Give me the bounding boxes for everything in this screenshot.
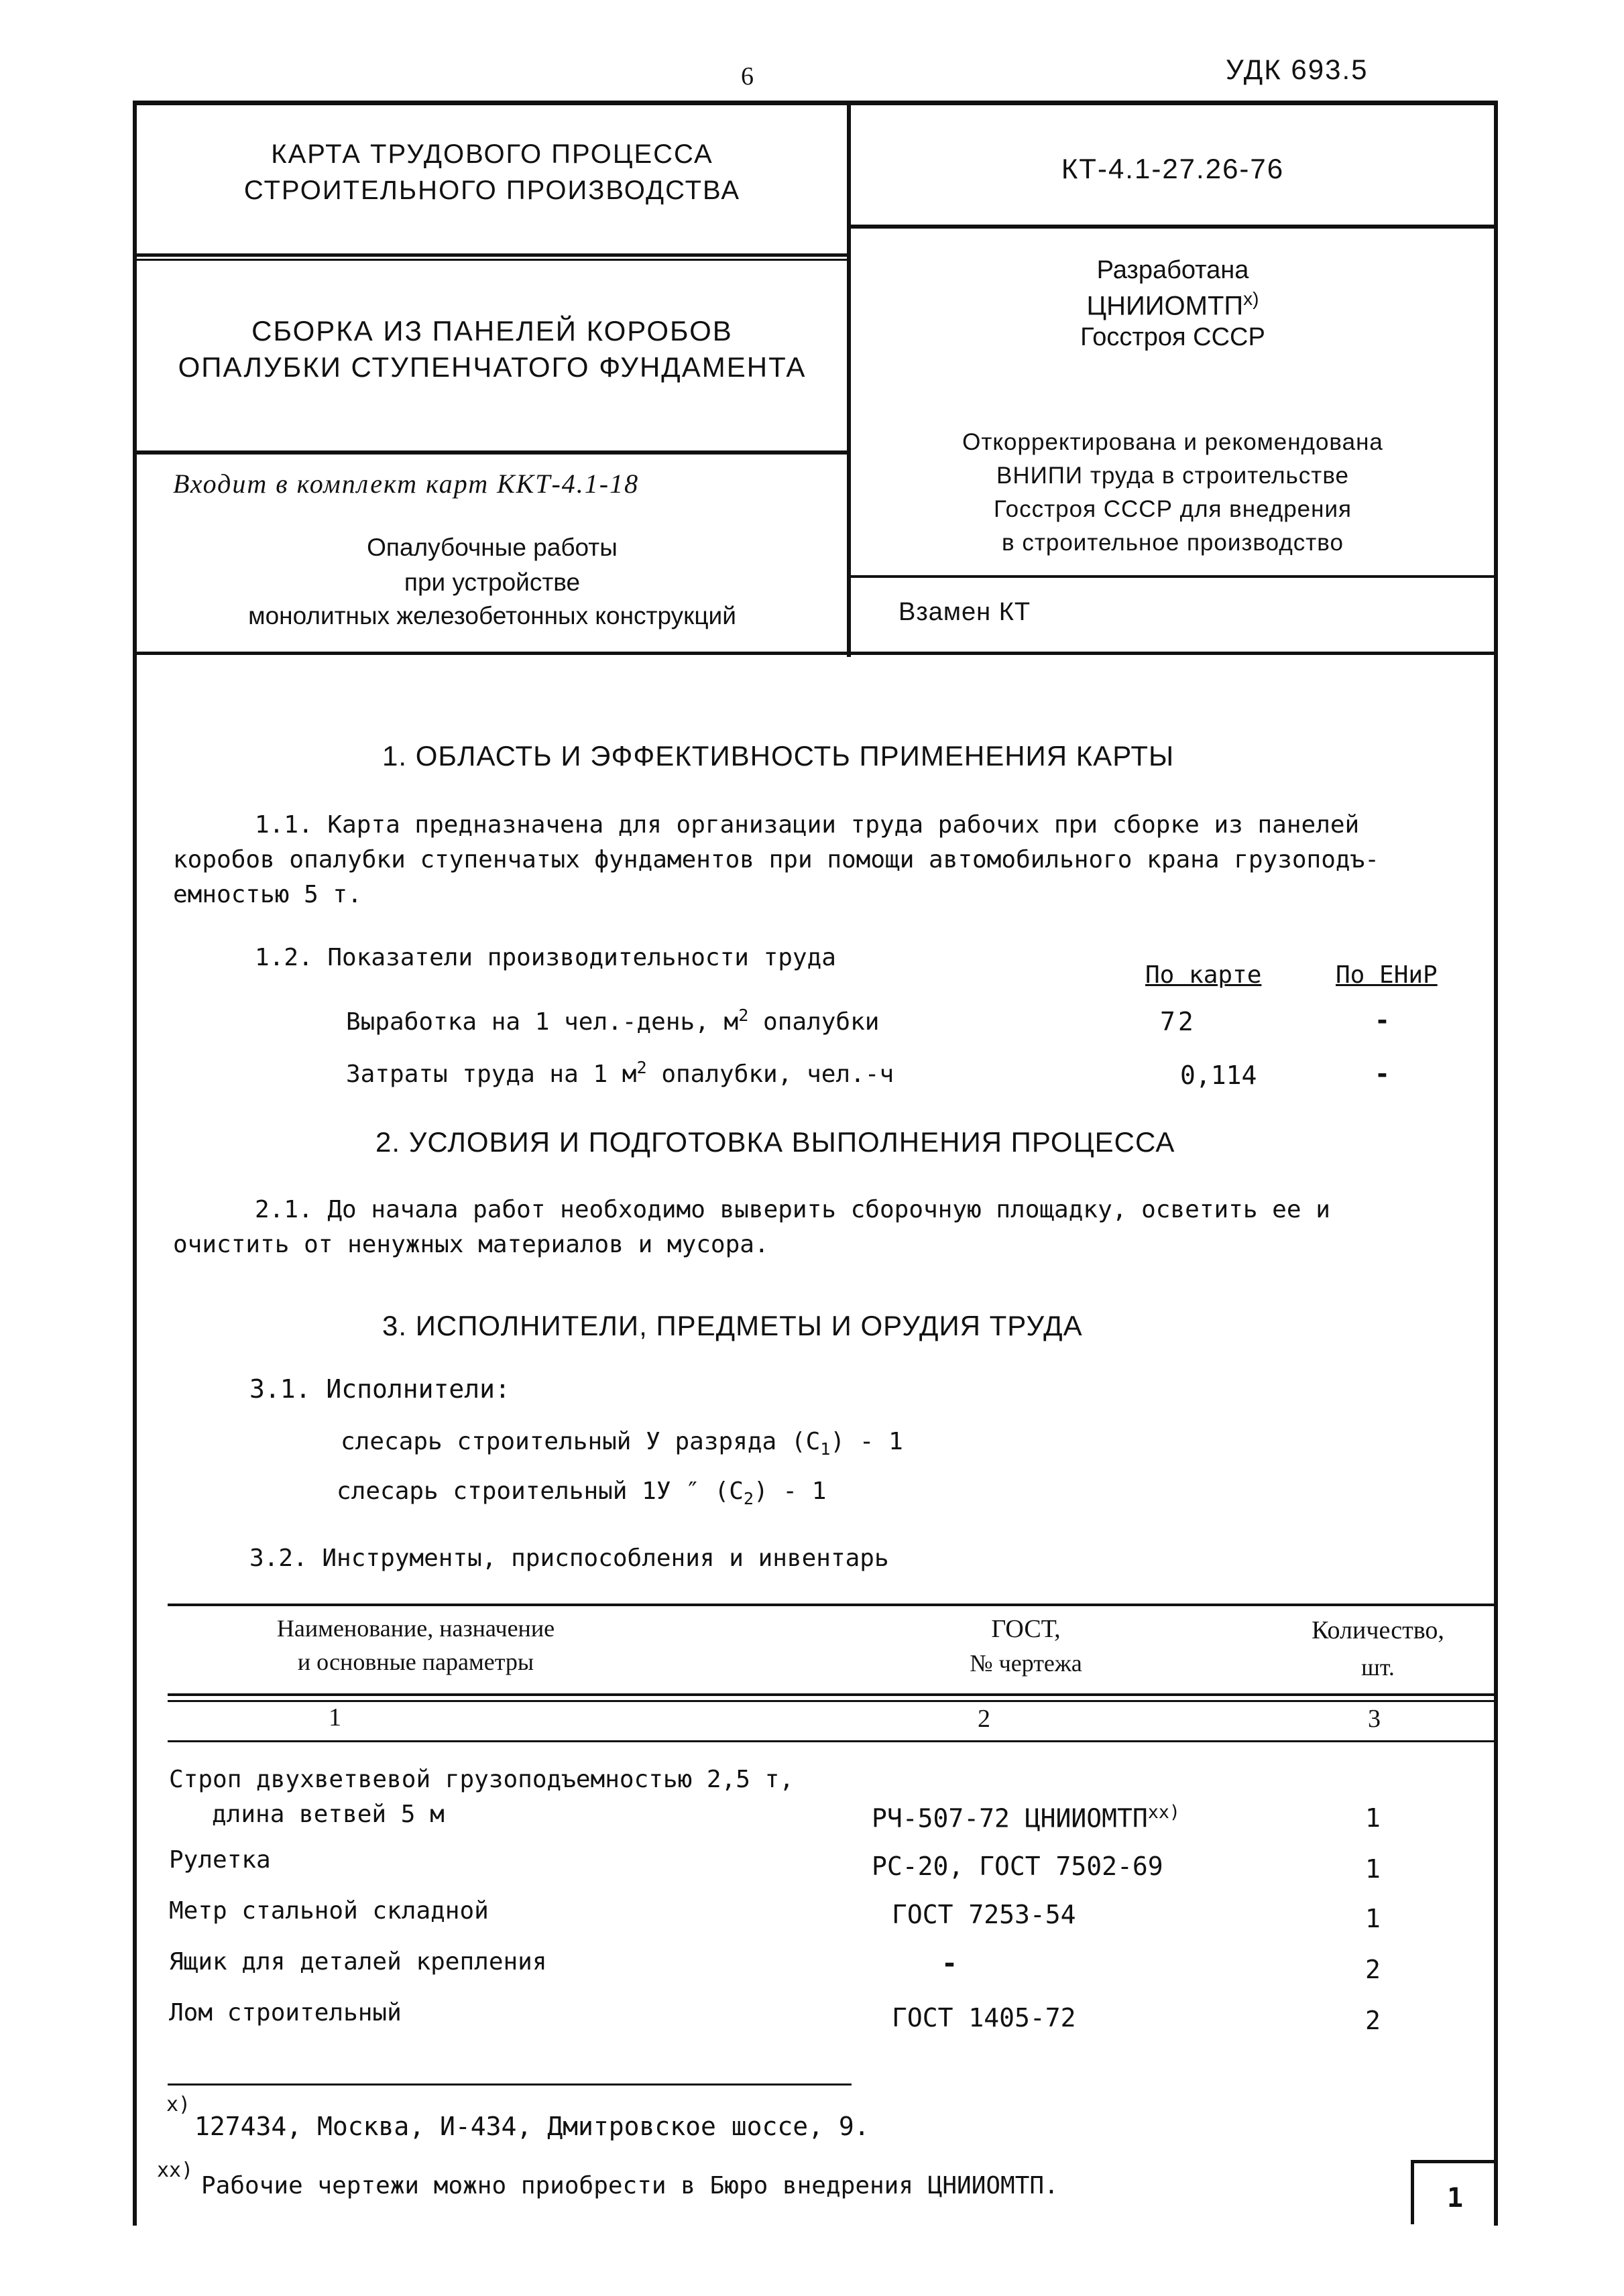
corrected-line1: Откорректирована и рекомендована: [962, 429, 1383, 455]
table-column-number: 2: [978, 1705, 990, 1733]
para-3-1: 3.1. Исполнители:: [249, 1374, 510, 1404]
page-number: 1: [1447, 2183, 1464, 2214]
para-2-1-line2: очистить от ненужных материалов и мусора.: [173, 1231, 769, 1258]
document-title-line2: СТРОИТЕЛЬНОГО ПРОИЗВОДСТВА: [243, 176, 741, 205]
section2-heading: 2. УСЛОВИЯ И ПОДГОТОВКА ВЫПОЛНЕНИЯ ПРОЦЕССА: [375, 1126, 1175, 1158]
developed-by-org: ЦНИИОМТП$^{x)}$: [1086, 288, 1259, 321]
indicator-output-card: 72: [1160, 1007, 1196, 1036]
table-header-qty-line2: шт.: [1361, 1654, 1395, 1681]
table-header-name-line2: и основные параметры: [297, 1648, 534, 1675]
indicator-labor-card: 0,114: [1180, 1061, 1257, 1090]
card-code: КТ-4.1-27.26-76: [1061, 153, 1285, 184]
worker-2: слесарь строительный 1У ″ $(С_2) - 1$: [337, 1477, 827, 1509]
page-mark: 6: [741, 62, 754, 90]
document-title-line1: КАРТА ТРУДОВОГО ПРОЦЕССА: [271, 139, 713, 169]
para-1-1-line3: емностью 5 т.: [173, 881, 362, 908]
footnote-1-text: 127434, Москва, И-434, Дмитровское шоссе, 9.: [194, 2112, 870, 2141]
card-set-desc-line3: монолитных железобетонных конструкций: [248, 602, 736, 629]
tool-qty: 2: [1365, 1955, 1381, 1984]
tool-name: Строп двухветвевой грузоподъемностью 2,5 т,: [169, 1766, 794, 1793]
corrected-line4: в строительное производство: [1002, 530, 1344, 556]
card-set-desc-line1: Опалубочные работы: [367, 534, 618, 561]
tool-qty: 1: [1365, 1854, 1381, 1884]
section1-heading: 1. ОБЛАСТЬ И ЭФФЕКТИВНОСТЬ ПРИМЕНЕНИЯ КАРТЫ: [382, 740, 1175, 772]
replaces-label: Взамен КТ: [898, 598, 1031, 626]
card-set-reference: Входит в комплект карт ККТ-4.1-18: [173, 469, 640, 499]
footnote-1-mark: x): [166, 2093, 191, 2116]
developed-by-agency: Госстроя СССР: [1080, 323, 1265, 351]
worker-1: слесарь строительный У разряда $(С_1) - 1$: [341, 1428, 903, 1459]
indicator-output-label: Выработка на 1 чел.-день, $м^2$ опалубки: [346, 1006, 880, 1036]
tool-gost: ГОСТ 7253-54: [892, 1900, 1076, 1929]
table-column-number: 1: [329, 1703, 341, 1732]
table-header-gost-line2: № чертежа: [970, 1650, 1082, 1677]
work-title-line1: СБОРКА ИЗ ПАНЕЛЕЙ КОРОБОВ: [251, 315, 733, 347]
tool-name: Лом строительный: [169, 1999, 402, 2027]
para-1-2: 1.2. Показатели производительности труда: [255, 944, 836, 971]
para-2-1-line1: 2.1. До начала работ необходимо выверить сборочную площадку, осветить ее и: [255, 1196, 1330, 1223]
work-title-line2: ОПАЛУБКИ СТУПЕНЧАТОГО ФУНДАМЕНТА: [178, 351, 807, 383]
tool-name: Ящик для деталей крепления: [169, 1948, 547, 1976]
tool-gost: РС-20, ГОСТ 7502-69: [872, 1852, 1163, 1881]
indicator-output-enir: -: [1375, 1006, 1390, 1035]
indicator-labor-enir: -: [1375, 1059, 1390, 1089]
table-header-gost-line1: ГОСТ,: [991, 1615, 1061, 1643]
para-3-2: 3.2. Инструменты, приспособления и инвентарь: [249, 1545, 889, 1572]
tool-qty: 1: [1365, 1803, 1381, 1833]
developed-by-label: Разработана: [1096, 256, 1249, 284]
footnote-2-text: Рабочие чертежи можно приобрести в Бюро внедрения ЦНИИОМТП.: [201, 2172, 1059, 2199]
corrected-line3: Госстроя СССР для внедрения: [994, 496, 1352, 522]
footnote-2-mark: xx): [157, 2159, 194, 2182]
tool-gost: РЧ-507-72 ЦНИИОМТП$^{xx)}$: [872, 1802, 1180, 1833]
column-by-enir: По ЕНиР: [1336, 961, 1438, 989]
tool-gost: ГОСТ 1405-72: [892, 2003, 1076, 2033]
section3-heading: 3. ИСПОЛНИТЕЛИ, ПРЕДМЕТЫ И ОРУДИЯ ТРУДА: [382, 1310, 1083, 1341]
footnote-mark: x): [1243, 288, 1259, 309]
para-1-1-line1: 1.1. Карта предназначена для организации труда рабочих при сборке из панелей: [255, 811, 1360, 839]
table-header-name-line1: Наименование, назначение: [276, 1615, 555, 1642]
tool-name: длина ветвей 5 м: [212, 1801, 445, 1828]
card-set-desc-line2: при устройстве: [404, 568, 581, 596]
table-header-qty-line1: Количество,: [1312, 1616, 1444, 1644]
footnote-separator: [168, 2083, 852, 2086]
tool-name: Метр стальной складной: [169, 1897, 489, 1925]
tool-name: Рулетка: [169, 1846, 271, 1874]
tool-qty: 2: [1365, 2006, 1381, 2035]
para-1-1-line2: коробов опалубки ступенчатых фундаментов при помощи автомобильного крана грузоподъ-: [173, 846, 1379, 873]
tool-gost: -: [941, 1948, 958, 1979]
corrected-line2: ВНИПИ труда в строительстве: [996, 463, 1349, 489]
indicator-labor-label: Затраты труда на 1 $м^2$ опалубки, чел.-ч: [346, 1058, 894, 1088]
column-by-card: По карте: [1145, 961, 1262, 989]
tool-qty: 1: [1365, 1904, 1381, 1933]
table-column-number: 3: [1368, 1705, 1381, 1733]
udc-code: УДК 693.5: [1226, 54, 1369, 85]
